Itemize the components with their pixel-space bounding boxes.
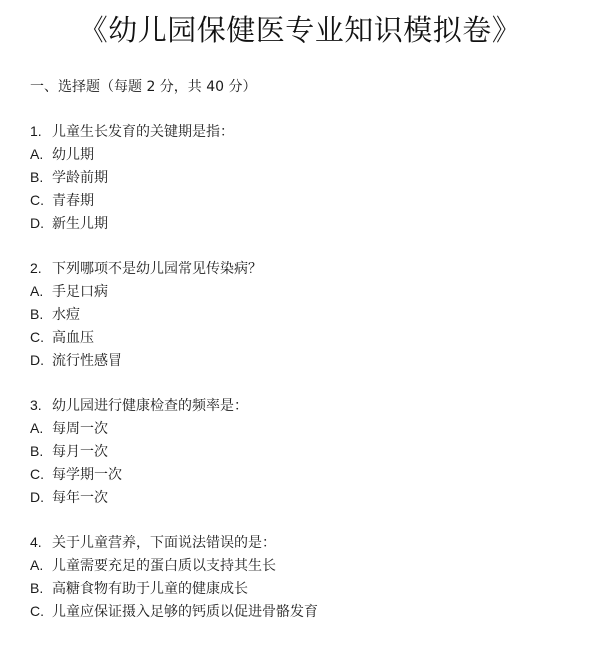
question-item (30, 120, 590, 235)
question-stem (30, 257, 590, 280)
option-text: 每年一次 (52, 490, 108, 506)
answer-option (30, 349, 590, 372)
answer-option (30, 463, 590, 486)
option-text: 每学期一次 (52, 467, 122, 483)
option-letter: A. (30, 283, 44, 299)
answer-option (30, 280, 590, 303)
option-letter: A. (30, 557, 44, 573)
question-stem (30, 394, 590, 417)
option-letter: B. (30, 169, 44, 185)
answer-option (30, 440, 590, 463)
question-number: 1. (30, 123, 42, 139)
question-list (30, 120, 590, 645)
answer-option (30, 212, 590, 235)
answer-option (30, 303, 590, 326)
answer-option (30, 143, 590, 166)
answer-option (30, 189, 590, 212)
question-text: 关于儿童营养，下面说法错误的是： (52, 535, 276, 551)
answer-option (30, 600, 590, 623)
option-letter: C. (30, 603, 44, 619)
document-title: 《幼儿园保健医专业知识模拟卷》 (78, 13, 522, 47)
option-letter: C. (30, 329, 44, 345)
option-text: 每月一次 (52, 444, 108, 460)
option-letter: B. (30, 306, 44, 322)
option-text: 儿童需要充足的蛋白质以支持其生长 (52, 558, 276, 574)
answer-option (30, 326, 590, 349)
question-number: 3. (30, 397, 42, 413)
question-item (30, 394, 590, 509)
option-text: 每周一次 (52, 421, 108, 437)
answer-option (30, 554, 590, 577)
option-text: 儿童应保证摄入足够的钙质以促进骨骼发育 (52, 604, 318, 620)
option-letter: D. (30, 215, 44, 231)
question-number: 2. (30, 260, 42, 276)
question-number: 4. (30, 534, 42, 550)
option-letter: A. (30, 420, 44, 436)
answer-option (30, 166, 590, 189)
option-letter: B. (30, 580, 44, 596)
option-text: 幼儿期 (52, 147, 94, 163)
option-letter: C. (30, 466, 44, 482)
option-text: 手足口病 (52, 284, 108, 300)
option-text: 青春期 (52, 193, 94, 209)
section-heading: 一、选择题（每题 2 分，共 40 分） (30, 79, 257, 95)
option-letter: B. (30, 443, 44, 459)
answer-option (30, 577, 590, 600)
option-text: 高血压 (52, 330, 94, 346)
option-letter: D. (30, 352, 44, 368)
option-text: 新生儿期 (52, 216, 108, 232)
answer-option (30, 486, 590, 509)
option-text: 高糖食物有助于儿童的健康成长 (52, 581, 248, 597)
answer-option (30, 417, 590, 440)
question-stem (30, 531, 590, 554)
option-letter: C. (30, 192, 44, 208)
question-item (30, 257, 590, 372)
question-item (30, 531, 590, 623)
option-text: 学龄前期 (52, 170, 108, 186)
question-text: 幼儿园进行健康检查的频率是： (52, 398, 248, 414)
question-stem (30, 120, 590, 143)
question-text: 儿童生长发育的关键期是指： (52, 124, 234, 140)
option-letter: D. (30, 489, 44, 505)
question-text: 下列哪项不是幼儿园常见传染病？ (52, 261, 262, 277)
option-text: 水痘 (52, 307, 80, 323)
option-letter: A. (30, 146, 44, 162)
option-text: 流行性感冒 (52, 353, 122, 369)
